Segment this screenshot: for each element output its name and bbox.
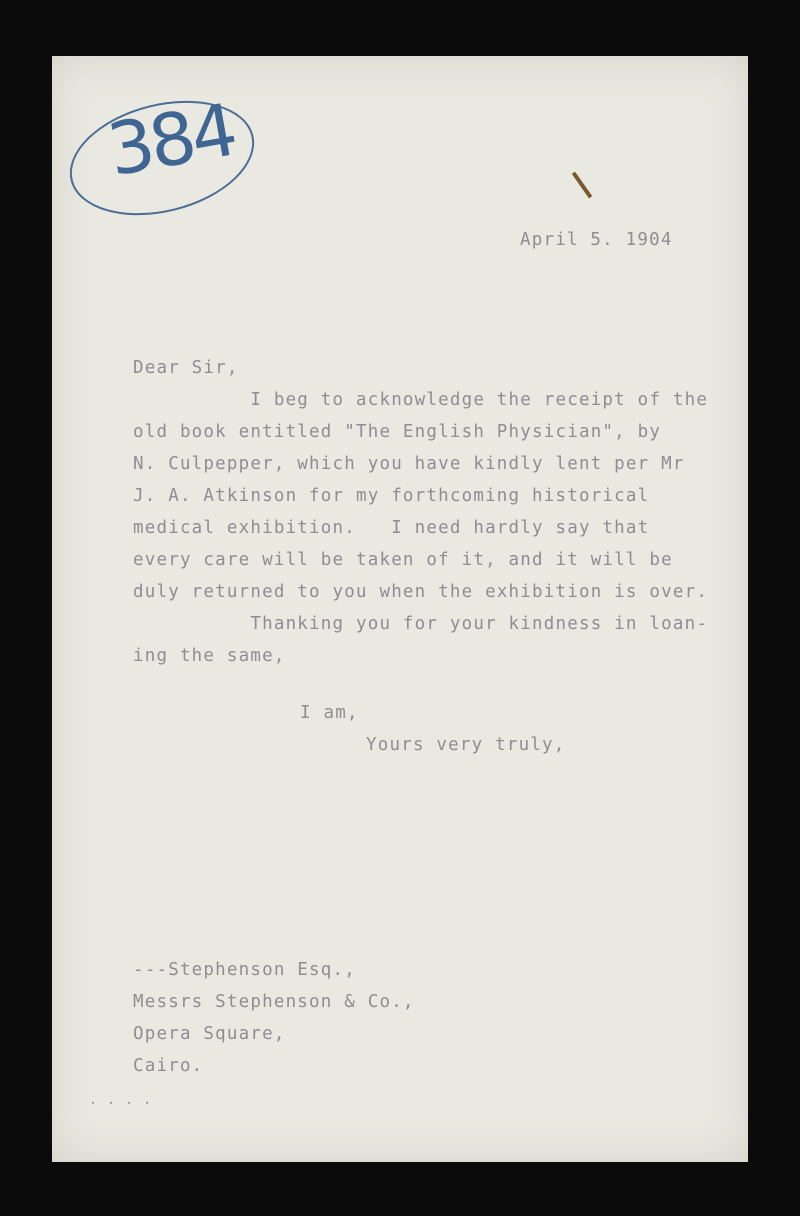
stamp-number: 384 (101, 87, 240, 193)
address-line: ---Stephenson Esq., (133, 960, 356, 980)
closing-line: I am, (300, 703, 359, 723)
archive-number-stamp (60, 87, 260, 222)
address-line: Opera Square, (133, 1024, 286, 1044)
body-line: ing the same, (133, 646, 286, 666)
address-line: Messrs Stephenson & Co., (133, 992, 415, 1012)
body-line: I beg to acknowledge the receipt of the (133, 390, 709, 410)
address-line: Cairo. (133, 1056, 204, 1076)
stray-marks: · · · · (90, 1098, 154, 1109)
body-line: duly returned to you when the exhibition is over. (133, 582, 709, 602)
closing-signoff: Yours very truly, (366, 735, 566, 755)
body-line: N. Culpepper, which you have kindly lent per Mr (133, 454, 685, 474)
letter-date: April 5. 1904 (520, 230, 673, 250)
body-line: J. A. Atkinson for my forthcoming historical (133, 486, 650, 506)
body-line: every care will be taken of it, and it will be (133, 550, 673, 570)
salutation: Dear Sir, (133, 358, 239, 378)
body-line: Thanking you for your kindness in loan- (133, 614, 709, 634)
body-line: old book entitled "The English Physician", by (133, 422, 662, 442)
body-line: medical exhibition. I need hardly say that (133, 518, 650, 538)
